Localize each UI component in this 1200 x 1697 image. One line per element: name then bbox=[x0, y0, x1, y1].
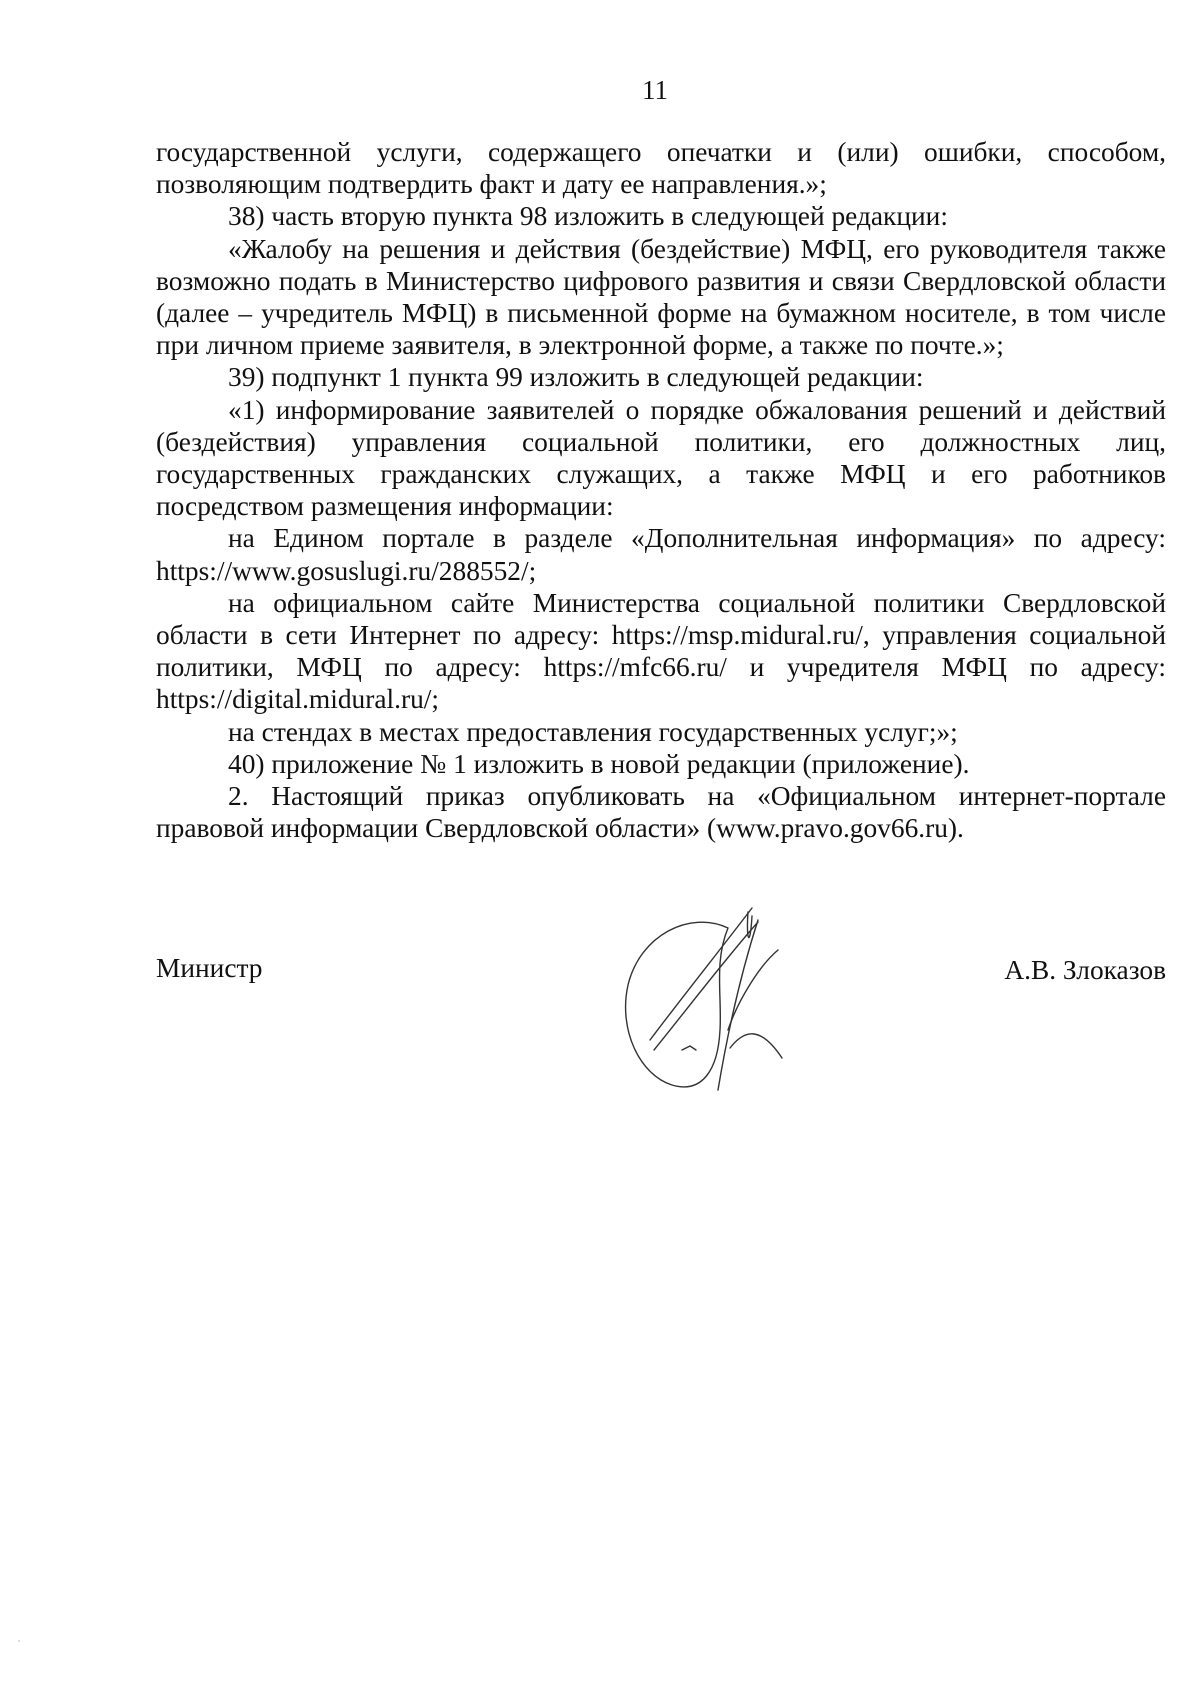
paragraph: 38) часть вторую пункта 98 изложить в следующей редакции: bbox=[228, 201, 948, 232]
paragraph: на Едином портале в разделе «Дополнительная информация» по адресу: https://www.gosuslugi.ru/288552/; bbox=[156, 523, 1166, 586]
paragraph: на официальном сайте Министерства социальной политики Свердловской области в сети Интернет по адресу: https://msp.midural.ru/, управления социальной политики, МФЦ по адресу: https://mfc66.ru/ и учредителя МФЦ по адресу: https://digital.midural.ru/; bbox=[156, 587, 1166, 715]
scan-dot bbox=[18, 1640, 20, 1642]
paragraph: на стендах в местах предоставления государственных услуг;»; bbox=[228, 716, 958, 747]
paragraph: государственной услуги, содержащего опечатки и (или) ошибки, способом, позволяющим подтвердить факт и дату ее направления.»; bbox=[156, 137, 1166, 200]
handwritten-signature-icon bbox=[610, 880, 830, 1100]
paragraph: 39) подпункт 1 пункта 99 изложить в следующей редакции: bbox=[228, 362, 924, 393]
document-body bbox=[156, 136, 1166, 844]
paragraph: 2. Настоящий приказ опубликовать на «Официальном интернет-портале правовой информации Свердловской области» (www.pravo.gov66.ru). bbox=[156, 781, 1166, 844]
signer-name: А.В. Злоказов bbox=[1004, 955, 1166, 985]
paragraph: «1) информирование заявителей о порядке обжалования решений и действий (бездействия) управления социальной политики, его должностных лиц, государственных гражданских служащих, а также МФЦ и его работников посредством размещения информации: bbox=[156, 394, 1166, 522]
signer-title: Министр bbox=[156, 953, 263, 983]
paragraph: «Жалобу на решения и действия (бездействие) МФЦ, его руководителя также возможно подать в Министерство цифрового развития и связи Свердловской области (далее – учредитель МФЦ) в письменной форме на бумажном носителе, в том числе при личном приеме заявителя, в электронной форме, а также по почте.»; bbox=[156, 233, 1166, 361]
paragraph: 40) приложение № 1 изложить в новой редакции (приложение). bbox=[228, 748, 970, 779]
page-number: 11 bbox=[642, 75, 668, 105]
